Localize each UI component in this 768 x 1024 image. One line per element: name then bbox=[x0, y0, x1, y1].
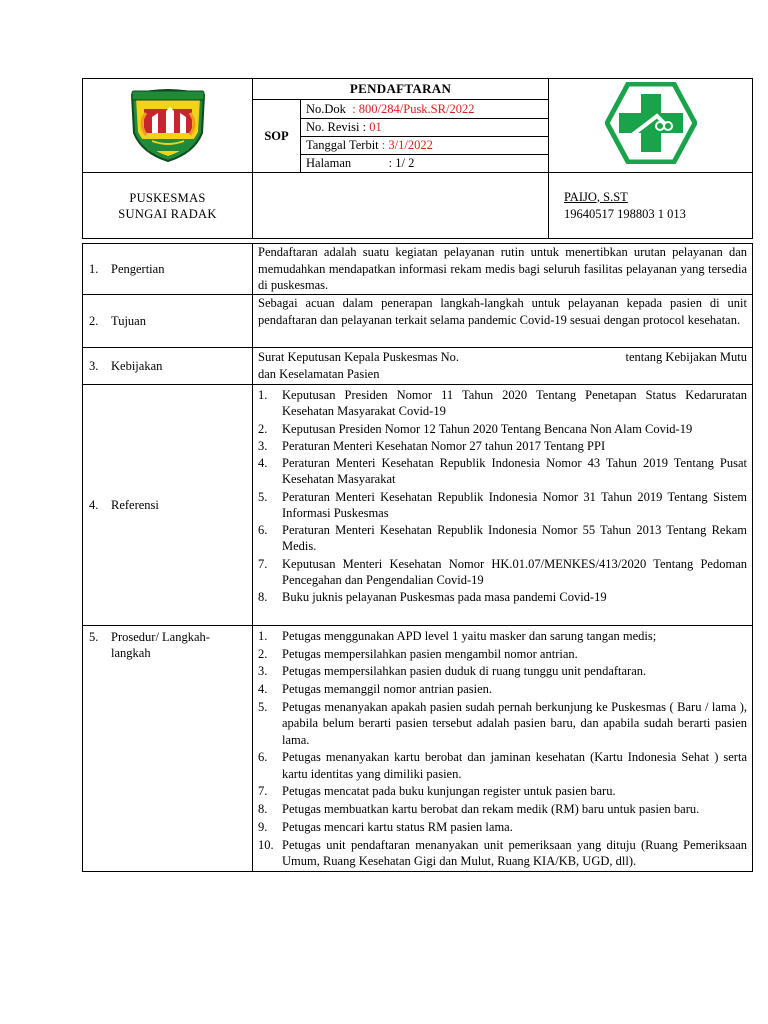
pengertian-text: Pendaftaran adalah suatu kegiatan pelayanan rutin untuk menertibkan urutan pelayanan dan memudahkan mendapatkan informasi rekam medis bagi seluruh fasilitas pelayanan yang tersedia di puskesmas. bbox=[253, 244, 753, 295]
institution-cell bbox=[83, 173, 253, 239]
prosedur-item-number: 10. bbox=[258, 837, 274, 852]
prosedur-item bbox=[258, 819, 747, 835]
pengertian-number: 1. bbox=[89, 262, 99, 276]
no-revisi-label: No. Revisi bbox=[306, 120, 360, 134]
tanggal-terbit-value: 3/1/2022 bbox=[388, 138, 433, 152]
no-dok-value: 800/284/Pusk.SR/2022 bbox=[358, 101, 475, 116]
signatory-cell bbox=[549, 173, 753, 239]
prosedur-item-text: Petugas mencari kartu status RM pasien lama. bbox=[282, 819, 513, 834]
referensi-item-text: Keputusan Menteri Kesehatan Nomor HK.01.07/MENKES/413/2020 Tentang Pedoman Pencegahan dan Pengendalian Covid-19 bbox=[282, 556, 747, 587]
no-dok-sep: : bbox=[345, 101, 359, 116]
referensi-item bbox=[258, 556, 747, 588]
prosedur-list bbox=[258, 628, 747, 869]
kebijakan-line2: dan Keselamatan Pasien bbox=[258, 367, 380, 381]
referensi-item-number: 7. bbox=[258, 556, 268, 571]
referensi-item-text: Buku juknis pelayanan Puskesmas pada masa pandemi Covid-19 bbox=[282, 590, 607, 605]
prosedur-item-text: Petugas mempersilahkan pasien mengambil nomor antrian. bbox=[282, 646, 578, 661]
document-title: PENDAFTARAN bbox=[253, 79, 549, 100]
referensi-item bbox=[258, 589, 747, 605]
prosedur-item-number: 4. bbox=[258, 682, 268, 697]
institution-line2: SUNGAI RADAK bbox=[118, 206, 217, 221]
prosedur-item-number: 3. bbox=[258, 664, 268, 679]
prosedur-item-text: Petugas memanggil nomor antrian pasien. bbox=[282, 682, 493, 697]
referensi-item-text: Peraturan Menteri Kesehatan Republik Indonesia Nomor 55 Tahun 2013 Tentang Rekam Medis. bbox=[282, 523, 747, 554]
row-prosedur bbox=[83, 626, 753, 872]
halaman-value: 1/ 2 bbox=[395, 156, 415, 170]
tujuan-number: 2. bbox=[89, 314, 99, 328]
kebijakan-line1-a: Surat Keputusan Kepala Puskesmas No. bbox=[258, 350, 460, 364]
prosedur-item-number: 2. bbox=[258, 646, 268, 661]
prosedur-item bbox=[258, 837, 747, 870]
referensi-item-text: Keputusan Presiden Nomor 12 Tahun 2020 Tentang Bencana Non Alam Covid-19 bbox=[282, 421, 693, 436]
label-tujuan bbox=[83, 295, 253, 348]
prosedur-item-text: Petugas mempersilahkan pasien duduk di ruang tunggu unit pendaftaran. bbox=[282, 664, 647, 679]
referensi-item-number: 3. bbox=[258, 438, 268, 453]
no-revisi-sep: : bbox=[359, 120, 370, 134]
prosedur-cell bbox=[253, 626, 753, 872]
pengertian-label: Pengertian bbox=[111, 262, 165, 276]
sop-header-table bbox=[82, 78, 753, 239]
field-no-dok bbox=[301, 100, 549, 119]
empty-middle-cell bbox=[253, 173, 549, 239]
kubu-raya-regency-logo bbox=[122, 83, 214, 163]
referensi-item bbox=[258, 522, 747, 554]
halaman-sep: : bbox=[351, 156, 396, 170]
prosedur-item bbox=[258, 749, 747, 782]
puskesmas-logo-cell bbox=[549, 79, 753, 173]
kebijakan-text bbox=[253, 348, 753, 385]
referensi-item-number: 4. bbox=[258, 456, 268, 471]
row-referensi bbox=[83, 385, 753, 626]
referensi-item bbox=[258, 438, 747, 454]
referensi-item-text: Peraturan Menteri Kesehatan Republik Indonesia Nomor 31 Tahun 2019 Tentang Sistem Informasi Puskesmas bbox=[282, 489, 747, 520]
field-halaman bbox=[301, 155, 549, 173]
tanggal-terbit-sep: : bbox=[378, 138, 389, 152]
prosedur-item bbox=[258, 783, 747, 799]
label-referensi bbox=[83, 385, 253, 626]
referensi-item-number: 5. bbox=[258, 489, 268, 504]
referensi-label: Referensi bbox=[111, 498, 159, 512]
referensi-item-text: Peraturan Menteri Kesehatan Nomor 27 tahun 2017 Tentang PPI bbox=[282, 438, 606, 453]
referensi-item bbox=[258, 489, 747, 521]
label-kebijakan bbox=[83, 348, 253, 385]
field-no-revisi bbox=[301, 119, 549, 137]
label-prosedur bbox=[83, 626, 253, 872]
sop-label: SOP bbox=[253, 100, 301, 173]
prosedur-item bbox=[258, 663, 747, 679]
prosedur-item bbox=[258, 801, 747, 817]
signatory-name: PAIJO, S.ST bbox=[564, 189, 628, 204]
prosedur-item-text: Petugas unit pendaftaran menanyakan unit pemeriksaan yang dituju (Ruang Pemeriksaan Umum, Ruang Kesehatan Gigi dan Mulut, Ruang KIA/KB, UGD, dll). bbox=[282, 837, 747, 868]
no-dok-label: No.Dok bbox=[306, 101, 346, 116]
prosedur-item-number: 9. bbox=[258, 819, 268, 834]
referensi-list bbox=[258, 387, 747, 605]
label-pengertian bbox=[83, 244, 253, 295]
prosedur-item-number: 7. bbox=[258, 784, 268, 799]
prosedur-item-text: Petugas menanyakan kartu berobat dan jaminan kesehatan (Kartu Indonesia Sehat ) serta kartu identitas yang dimiliki pasien. bbox=[282, 750, 747, 781]
prosedur-number: 5. bbox=[89, 630, 99, 644]
tanggal-terbit-label: Tanggal Terbit bbox=[306, 138, 379, 152]
kebijakan-label: Kebijakan bbox=[111, 359, 163, 373]
field-tanggal-terbit bbox=[301, 137, 549, 155]
prosedur-item bbox=[258, 699, 747, 748]
prosedur-item-number: 1. bbox=[258, 629, 268, 643]
prosedur-label: Prosedur/ Langkah-langkah bbox=[111, 630, 210, 660]
referensi-item-number: 1. bbox=[258, 388, 268, 402]
prosedur-item bbox=[258, 628, 747, 644]
prosedur-item-text: Petugas mencatat pada buku kunjungan register untuk pasien baru. bbox=[282, 784, 616, 799]
kebijakan-number: 3. bbox=[89, 359, 99, 373]
prosedur-item-text: Petugas menggunakan APD level 1 yaitu masker dan sarung tangan medis; bbox=[282, 629, 657, 643]
referensi-item-number: 8. bbox=[258, 590, 268, 605]
referensi-item-text: Keputusan Presiden Nomor 11 Tahun 2020 Tentang Penetapan Status Kedaruratan Kesehatan Masyarakat Covid-19 bbox=[282, 388, 747, 419]
prosedur-item bbox=[258, 681, 747, 697]
referensi-cell bbox=[253, 385, 753, 626]
referensi-item-number: 6. bbox=[258, 523, 268, 538]
prosedur-item-number: 8. bbox=[258, 802, 268, 817]
row-kebijakan bbox=[83, 348, 753, 385]
tujuan-text: Sebagai acuan dalam penerapan langkah-langkah untuk pelayanan kepada pasien di unit pendaftaran dan pelayanan terkait selama pandemic Covid-19 sesuai dengan protocol kesehatan. bbox=[253, 295, 753, 348]
prosedur-item-number: 5. bbox=[258, 699, 268, 714]
kebijakan-line1-b: tentang Kebijakan Mutu bbox=[625, 350, 747, 364]
referensi-item-number: 2. bbox=[258, 421, 268, 436]
institution-line1: PUSKESMAS bbox=[129, 190, 206, 205]
referensi-item bbox=[258, 421, 747, 437]
prosedur-item bbox=[258, 646, 747, 662]
no-revisi-value: 01 bbox=[369, 120, 382, 134]
referensi-number: 4. bbox=[89, 498, 99, 512]
signatory-nip: 19640517 198803 1 013 bbox=[564, 206, 686, 221]
halaman-label: Halaman bbox=[306, 156, 352, 170]
referensi-item-text: Peraturan Menteri Kesehatan Republik Indonesia Nomor 43 Tahun 2019 Tentang Pusat Kesehatan Masyarakat bbox=[282, 456, 747, 487]
row-tujuan bbox=[83, 295, 753, 348]
puskesmas-logo-icon bbox=[605, 82, 697, 164]
row-pengertian bbox=[83, 244, 753, 295]
regency-logo-cell bbox=[83, 79, 253, 173]
prosedur-item-text: Petugas membuatkan kartu berobat dan rekam medik (RM) baru untuk pasien baru. bbox=[282, 802, 700, 817]
referensi-item bbox=[258, 455, 747, 487]
referensi-item bbox=[258, 387, 747, 419]
prosedur-item-number: 6. bbox=[258, 750, 268, 765]
tujuan-label: Tujuan bbox=[111, 314, 146, 328]
prosedur-item-text: Petugas menanyakan apakah pasien sudah pernah berkunjung ke Puskesmas ( Baru / lama ), apabila belum berarti pasien tersebut adalah pasien baru, dan apabila sudah berarti pasien lama. bbox=[282, 699, 747, 747]
sop-content-table bbox=[82, 243, 753, 872]
